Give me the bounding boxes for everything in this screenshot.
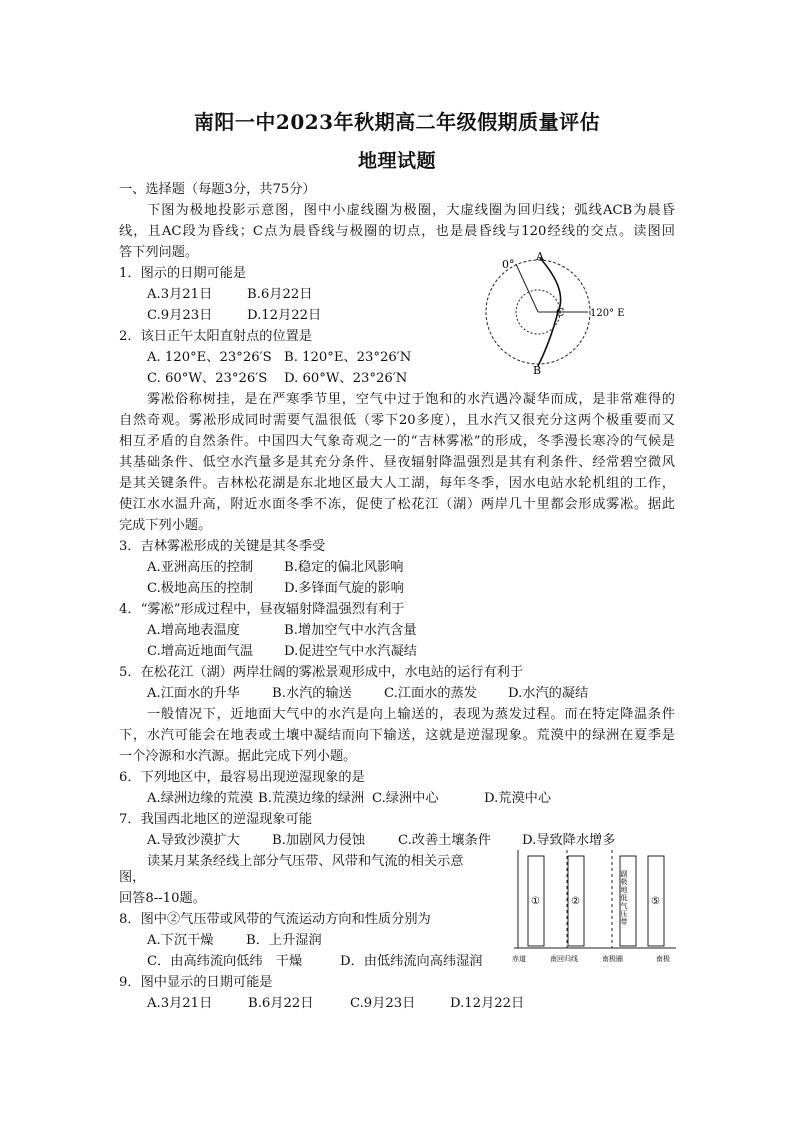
q3-option-c: C.极地高压的控制 bbox=[147, 581, 254, 596]
q7-option-a: A.导致沙漠扩大 bbox=[147, 833, 240, 848]
passage2-line: 其基础条件、低空水汽量多是其充分条件、昼夜辐射降温强烈是其有利条件、经常碧空微风 bbox=[119, 455, 675, 470]
q6-option-b: B.荒漠边缘的绿洲 bbox=[258, 791, 365, 806]
q9-option-a: A.3月21日 bbox=[147, 996, 213, 1011]
axis-label-tropic: 南回归线 bbox=[550, 955, 578, 963]
label-a: A bbox=[536, 250, 544, 263]
passage1-line: 下图为极地投影示意图，图中小虚线圈为极圈，大虚线圈为回归线；弧线ACB为晨昏 bbox=[147, 203, 675, 218]
q1-option-d: D.12月22日 bbox=[247, 308, 322, 323]
passage3-line: 一般情况下，近地面大气中的水汽是向上输送的，表现为蒸发过程。而在特定降温条件 bbox=[147, 707, 675, 722]
passage2-line: 相互矛盾的自然条件。中国四大气象奇观之一的“吉林雾凇”的形成，冬季漫长寒冷的气候是 bbox=[119, 434, 675, 449]
exam-subtitle: 地理试题 bbox=[357, 150, 436, 172]
question-9-stem: 9．图中显示的日期可能是 bbox=[119, 975, 273, 990]
belt-label-subpolar-low: 副极地低气压带 bbox=[620, 870, 628, 926]
q3-option-d: D.多锋面气旋的影响 bbox=[284, 581, 404, 596]
q7-option-c: C.改善土壤条件 bbox=[398, 833, 491, 848]
label-c: C bbox=[556, 306, 565, 319]
q1-option-b: B.6月22日 bbox=[247, 287, 313, 302]
question-1-stem: 1．图示的日期可能是 bbox=[119, 266, 247, 281]
q9-option-c: C.9月23日 bbox=[350, 996, 416, 1011]
q9-option-b: B.6月22日 bbox=[248, 996, 314, 1011]
passage4-line: 图， bbox=[119, 870, 146, 885]
passage2-line: 自然奇观。雾凇形成同时需要气温很低（零下20多度），且水汽又很充分这两个极重要而又 bbox=[119, 413, 675, 428]
q3-option-b: B.稳定的偏北风影响 bbox=[284, 560, 404, 575]
passage3-line: 下，水汽可能会在地表或土壤中凝结而向下输送，这就是逆湿现象。荒漠中的绿洲在夏季是 bbox=[119, 728, 675, 743]
question-4-stem: 4．“雾凇”形成过程中，昼夜辐射降温强烈有利于 bbox=[119, 602, 405, 617]
passage2-line: 完成下列小题。 bbox=[119, 518, 212, 533]
passage2-line: 是其关键条件。吉林松花湖是东北地区最大人工湖，每年冬季，因水电站水轮机组的工作， bbox=[119, 476, 675, 491]
axis-label-equator: 赤道 bbox=[512, 955, 526, 963]
axis-label-south-pole: 南极 bbox=[656, 955, 670, 963]
q4-option-b: B.增加空气中水汽含量 bbox=[284, 623, 417, 638]
question-8-stem: 8．图中②气压带或风带的气流运动方向和性质分别为 bbox=[119, 912, 431, 927]
meridian-0 bbox=[516, 264, 538, 312]
q6-option-c: C.绿洲中心 bbox=[372, 791, 439, 806]
question-5-stem: 5．在松花江（湖）两岸壮阔的雾凇景观形成中，水电站的运行有利于 bbox=[119, 665, 524, 680]
passage2-line: 雾凇俗称树挂，是在严寒季节里，空气中过于饱和的水汽遇冷凝华而成，是非常难得的 bbox=[147, 392, 675, 407]
q4-option-a: A.增高地表温度 bbox=[147, 623, 240, 638]
q7-option-b: B.加剧风力侵蚀 bbox=[272, 833, 366, 848]
q5-option-d: D.水汽的凝结 bbox=[508, 686, 589, 701]
passage1-line: 答下列问题。 bbox=[119, 245, 199, 260]
passage2-line: 使江水水温升高，附近水面冬季不冻，促使了松花江（湖）两岸几十里都会形成雾凇。据此 bbox=[119, 497, 675, 512]
passage4-line: 回答8--10题。 bbox=[119, 891, 206, 906]
question-2-stem: 2．该日正午太阳直射点的位置是 bbox=[119, 329, 313, 344]
label-0-degree: 0° bbox=[502, 258, 515, 271]
q8-option-b: B．上升湿润 bbox=[246, 933, 322, 948]
q8-option-a: A.下沉干燥 bbox=[147, 933, 214, 948]
exam-title: 南阳一中2023年秋期高二年级假期质量评估 bbox=[193, 110, 601, 134]
q2-option-b: B. 120°E、23°26′N bbox=[284, 350, 412, 365]
belt-label-2: ② bbox=[571, 896, 580, 907]
q5-option-b: B.水汽的输送 bbox=[272, 686, 352, 701]
belt-label-1: ① bbox=[531, 896, 540, 907]
q5-option-c: C.江面水的蒸发 bbox=[384, 686, 477, 701]
q1-option-a: A.3月21日 bbox=[147, 287, 213, 302]
q7-option-d: D.导致降水增多 bbox=[522, 833, 616, 848]
label-b: B bbox=[533, 364, 542, 375]
question-3-stem: 3．吉林雾凇形成的关键是其冬季受 bbox=[119, 539, 326, 554]
q1-option-c: C.9月23日 bbox=[147, 308, 213, 323]
passage4-line: 读某月某条经线上部分气压带、风带和气流的相关示意 bbox=[147, 854, 464, 869]
q2-option-a: A. 120°E、23°26′S bbox=[147, 350, 272, 365]
q8-option-d: D．由低纬流向高纬湿润 bbox=[340, 954, 483, 969]
label-120e: 120° E bbox=[590, 308, 625, 319]
section-heading: 一、选择题（每题3分，共75分） bbox=[119, 182, 316, 197]
q4-option-d: D.促进空气中水汽凝结 bbox=[284, 644, 417, 659]
question-6-stem: 6．下列地区中，最容易出现逆湿现象的是 bbox=[119, 770, 365, 785]
q4-option-c: C.增高近地面气温 bbox=[147, 644, 254, 659]
question-7-stem: 7．我国西北地区的逆湿现象可能 bbox=[119, 812, 313, 827]
belt-label-5: ⑤ bbox=[651, 896, 660, 907]
q6-option-a: A.绿洲边缘的荒漠 bbox=[147, 791, 254, 806]
q2-option-d: D. 60°W、23°26′N bbox=[284, 371, 408, 386]
q8-option-c: C．由高纬流向低纬 干燥 bbox=[147, 954, 303, 969]
pressure-belt-figure bbox=[510, 848, 682, 968]
q5-option-a: A.江面水的升华 bbox=[147, 686, 240, 701]
polar-projection-figure bbox=[480, 250, 630, 375]
q6-option-d: D.荒漠中心 bbox=[484, 791, 552, 806]
q2-option-c: C. 60°W、23°26′S bbox=[147, 371, 268, 386]
passage1-line: 线，且AC段为昏线；C点为晨昏线与极圈的切点，也是晨昏线与120经线的交点。读图回 bbox=[119, 224, 675, 239]
axis-label-antarctic-circle: 南极圈 bbox=[602, 955, 623, 963]
passage3-line: 一个冷源和水汽源。据此完成下列小题。 bbox=[119, 749, 357, 764]
q9-option-d: D.12月22日 bbox=[450, 996, 525, 1011]
q3-option-a: A.亚洲高压的控制 bbox=[147, 560, 254, 575]
